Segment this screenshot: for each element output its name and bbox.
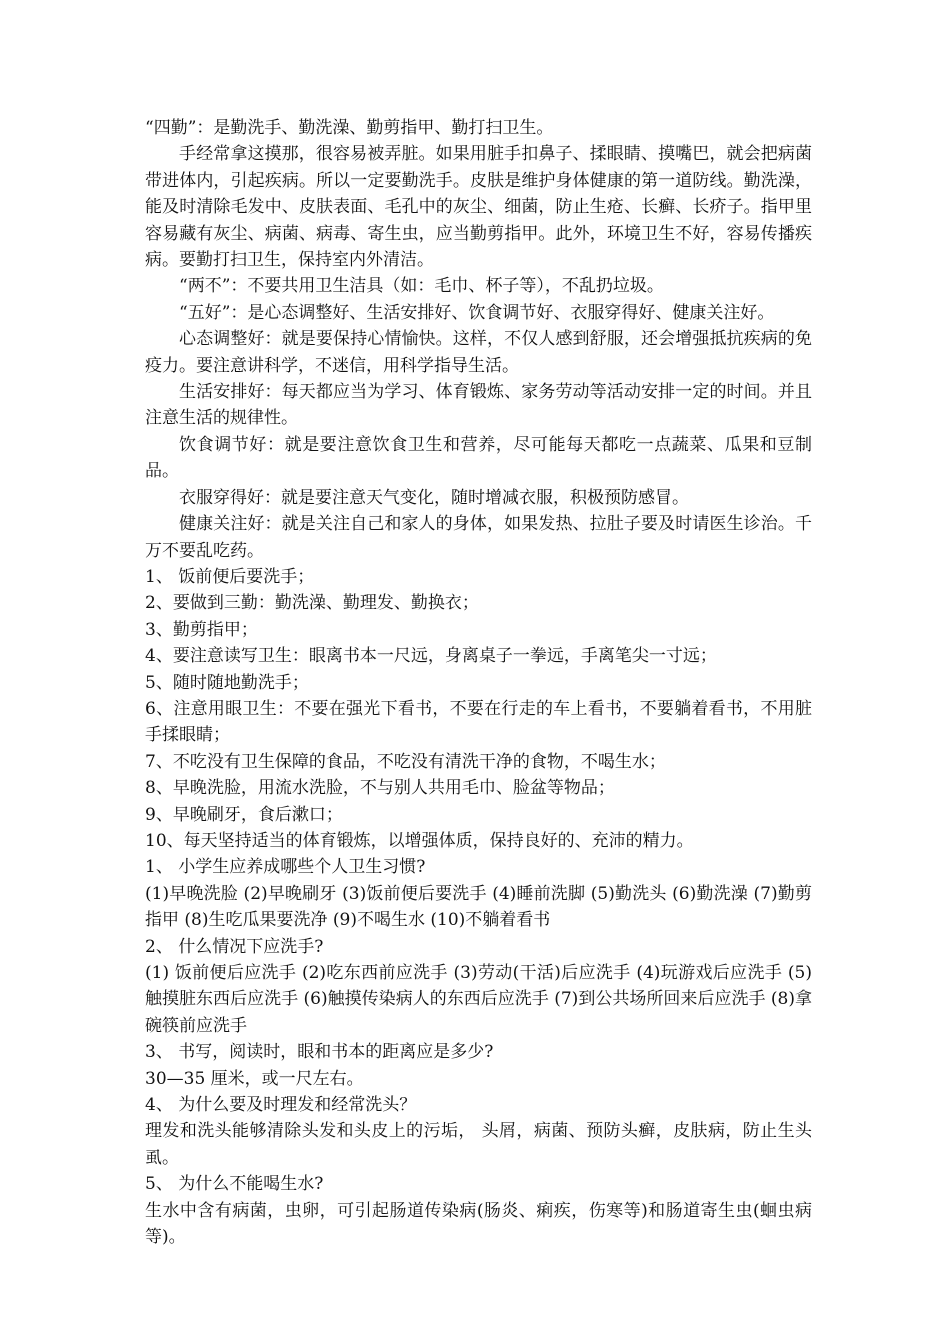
answer: (1)早晚洗脸 (2)早晚刷牙 (3)饭前便后要洗手 (4)睡前洗脚 (5)勤洗头 (6)勤洗澡 (7)勤剪指甲 (8)生吃瓜果要洗净 (9)不喝生水 (10)不躺着看书 bbox=[145, 883, 812, 931]
rule-item: 8、早晚洗脸，用流水洗脸，不与别人共用毛巾、脸盆等物品； bbox=[145, 778, 615, 799]
question: 3、 书写，阅读时，眼和书本的距离应是多少? bbox=[145, 1042, 494, 1063]
paragraph-mood: 心态调整好：就是要保持心情愉快。这样，不仅人感到舒服，还会增强抵抗疾病的免疫力。要注意讲科学，不迷信，用科学指导生活。 bbox=[145, 329, 812, 376]
question: 2、 什么情况下应洗手? bbox=[145, 936, 324, 957]
rule-item: 7、不吃没有卫生保障的食品，不吃没有清洗干净的食物，不喝生水； bbox=[145, 751, 666, 772]
paragraph-liang-bu: “两不”：不要共用卫生洁具（如：毛巾、杯子等），不乱扔垃圾。 bbox=[179, 276, 664, 297]
paragraph-diet: 饮食调节好：就是要注意饮食卫生和营养，尽可能每天都吃一点蔬菜、瓜果和豆制品。 bbox=[145, 434, 812, 482]
paragraph-wu-hao: “五好”：是心态调整好、生活安排好、饮食调节好、衣服穿得好、健康关注好。 bbox=[179, 302, 775, 323]
rule-item: 6、注意用眼卫生：不要在强光下看书，不要在行走的车上看书，不要躺着看书，不用脏手揉眼睛； bbox=[145, 698, 812, 746]
rule-item: 1、 饭前便后要洗手； bbox=[145, 566, 315, 587]
paragraph-health: 健康关注好：就是关注自己和家人的身体，如果发热、拉肚子要及时请医生诊治。千万不要乱吃药。 bbox=[145, 514, 812, 561]
answer: 生水中含有病菌，虫卵，可引起肠道传染病(肠炎、痢疾，伤寒等)和肠道寄生虫(蛔虫病等)。 bbox=[145, 1200, 812, 1248]
rule-item: 5、随时随地勤洗手； bbox=[145, 672, 309, 693]
answer: (1) 饭前便后应洗手 (2)吃东西前应洗手 (3)劳动(干活)后应洗手 (4)玩游戏后应洗手 (5)触摸脏东西后应洗手 (6)触摸传染病人的东西后应洗手 (7)到公共场所回来后应洗手 (8)拿碗筷前应洗手 bbox=[145, 963, 812, 1036]
paragraph-hand-washing: 手经常拿这摸那，很容易被弄脏。如果用脏手扣鼻子、揉眼睛、摸嘴巴，就会把病菌带进体内，引起疾病。所以一定要勤洗手。皮肤是维护身体健康的第一道防线。勤洗澡，能及时清除毛发中、皮肤表面、毛孔中的灰尘、细菌，防止生疮、长癣、长疥子。指甲里容易藏有灰尘、病菌、病毒、寄生虫，应当勤剪指甲。此外，环境卫生不好，容易传播疾病。要勤打扫卫生，保持室内外清洁。 bbox=[145, 144, 812, 271]
question: 5、 为什么不能喝生水? bbox=[145, 1174, 324, 1195]
answer: 30—35 厘米，或一尺左右。 bbox=[145, 1068, 364, 1089]
rule-item: 2、要做到三勤：勤洗澡、勤理发、勤换衣； bbox=[145, 593, 479, 614]
rule-item: 3、勤剪指甲； bbox=[145, 619, 258, 640]
question: 1、 小学生应养成哪些个人卫生习惯? bbox=[145, 857, 426, 878]
question: 4、 为什么要及时理发和经常洗头？ bbox=[145, 1095, 417, 1116]
paragraph-clothing: 衣服穿得好：就是要注意天气变化，随时增减衣服，积极预防感冒。 bbox=[179, 487, 689, 508]
answer: 理发和洗头能够清除头发和头皮上的污垢， 头屑，病菌、预防头癣，皮肤病，防止生头虱。 bbox=[145, 1121, 812, 1168]
rule-item: 10、每天坚持适当的体育锻炼，以增强体质，保持良好的、充沛的精力。 bbox=[145, 830, 694, 851]
paragraph-si-qin: “四勤”：是勤洗手、勤洗澡、勤剪指甲、勤打扫卫生。 bbox=[145, 118, 554, 138]
document-page bbox=[145, 115, 812, 1250]
paragraph-life-schedule: 生活安排好：每天都应当为学习、体育锻炼、家务劳动等活动安排一定的时间。并且注意生活的规律性。 bbox=[145, 382, 812, 429]
rule-item: 4、要注意读写卫生：眼离书本一尺远，身离桌子一拳远，手离笔尖一寸远； bbox=[145, 646, 717, 667]
rule-item: 9、早晚刷牙，食后漱口； bbox=[145, 804, 343, 825]
